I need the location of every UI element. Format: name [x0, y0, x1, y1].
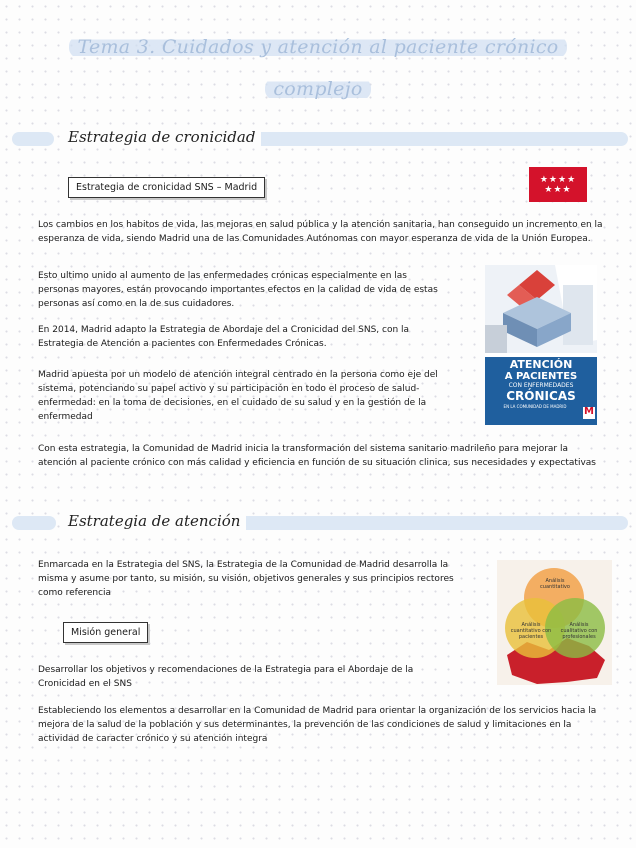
poster-title-3: CON ENFERMEDADES	[508, 382, 574, 389]
chronic-care-poster-image	[485, 265, 597, 425]
venn-label-right: Análisis cualitativo con profesionales	[560, 622, 598, 640]
poster-title-4: CRÓNICAS	[506, 389, 576, 403]
paragraph-5: Con esta estrategia, la Comunidad de Madrid inicia la transformación del sistema sanitario madrileño para mejorar la atención al paciente crónico con más calidad y eficiencia en función de su situación clinica, sus necesidades y expectativas	[38, 444, 596, 468]
heading-band2-left	[12, 516, 56, 530]
flag-stars-row1: ★★★★	[539, 174, 577, 185]
paragraph-3: En 2014, Madrid adapto la Estrategia de Abordaje del a Cronicidad del SNS, con la Estrategia de Atención a pacientes con Enfermedades Crónicas.	[38, 325, 410, 349]
paragraph-7: Desarrollar los objetivos y recomendaciones de la Estrategia para el Abordaje de la Cronicidad en el SNS	[38, 665, 414, 689]
page-title-line1: Tema 3. Cuidados y atención al paciente crónico	[0, 36, 636, 58]
section-heading-cronicidad: Estrategia de cronicidad	[62, 128, 261, 146]
venn-label-left: Análisis cuantitativo con pacientes	[510, 622, 552, 640]
heading-band2-right	[226, 516, 628, 530]
poster-title-2: A PACIENTES	[504, 371, 578, 382]
section-heading-atencion: Estrategia de atención	[62, 512, 246, 530]
madrid-flag	[529, 167, 587, 202]
page-title-line2: complejo	[0, 78, 636, 100]
paragraph-2: Esto ultimo unido al aumento de las enfermedades crónicas especialmente en las personas mayores, están provocando importantes efectos en la calidad de vida de estas personas así como en la de sus cuidadores.	[38, 271, 438, 309]
paragraph-4: Madrid apuesta por un modelo de atención integral centrado en la persona como eje del sistema, potenciando su papel activo y su participación en todo el proceso de salud-enfermedad: en la toma de decisiones, en el cuidado de su salud y en la gestión de la enfermedad	[38, 370, 438, 422]
box-label-sns-madrid: Estrategia de cronicidad SNS – Madrid	[68, 177, 265, 198]
paragraph-1: Los cambios en los habitos de vida, las mejoras en salud pública y la atención sanitaria, han conseguido un incremento en la esperanza de vida, siendo Madrid una de las Comunidades Autónomas con mayor esperanza de vida de la Unión Europea.	[38, 220, 603, 244]
heading-band-left	[12, 132, 54, 146]
flag-stars-row2: ★★★	[544, 184, 572, 195]
venn-diagram-image	[497, 560, 612, 685]
poster-title-1: ATENCIÓN	[509, 358, 573, 371]
box-label-mision-general: Misión general	[63, 622, 148, 643]
paragraph-8: Estableciendo los elementos a desarrollar en la Comunidad de Madrid para orientar la organización de los servicios hacia la mejora de la salud de la población y sus determinantes, la prevención de las condiciones de salud y limitaciones en la actividad de caracter crónico y su atención integra	[38, 706, 597, 744]
heading-band-right	[252, 132, 628, 146]
paragraph-6: Enmarcada en la Estrategia del SNS, la Estrategia de la Comunidad de Madrid desarrolla la misma y asume por tanto, su misión, su visión, objetivos generales y sus principios rectores como referencia	[38, 560, 454, 598]
poster-subtitle: EN LA COMUNIDAD DE MADRID	[503, 404, 567, 409]
poster-logo: M	[584, 406, 594, 417]
venn-label-top: Análisis cuantitativo	[540, 578, 570, 590]
